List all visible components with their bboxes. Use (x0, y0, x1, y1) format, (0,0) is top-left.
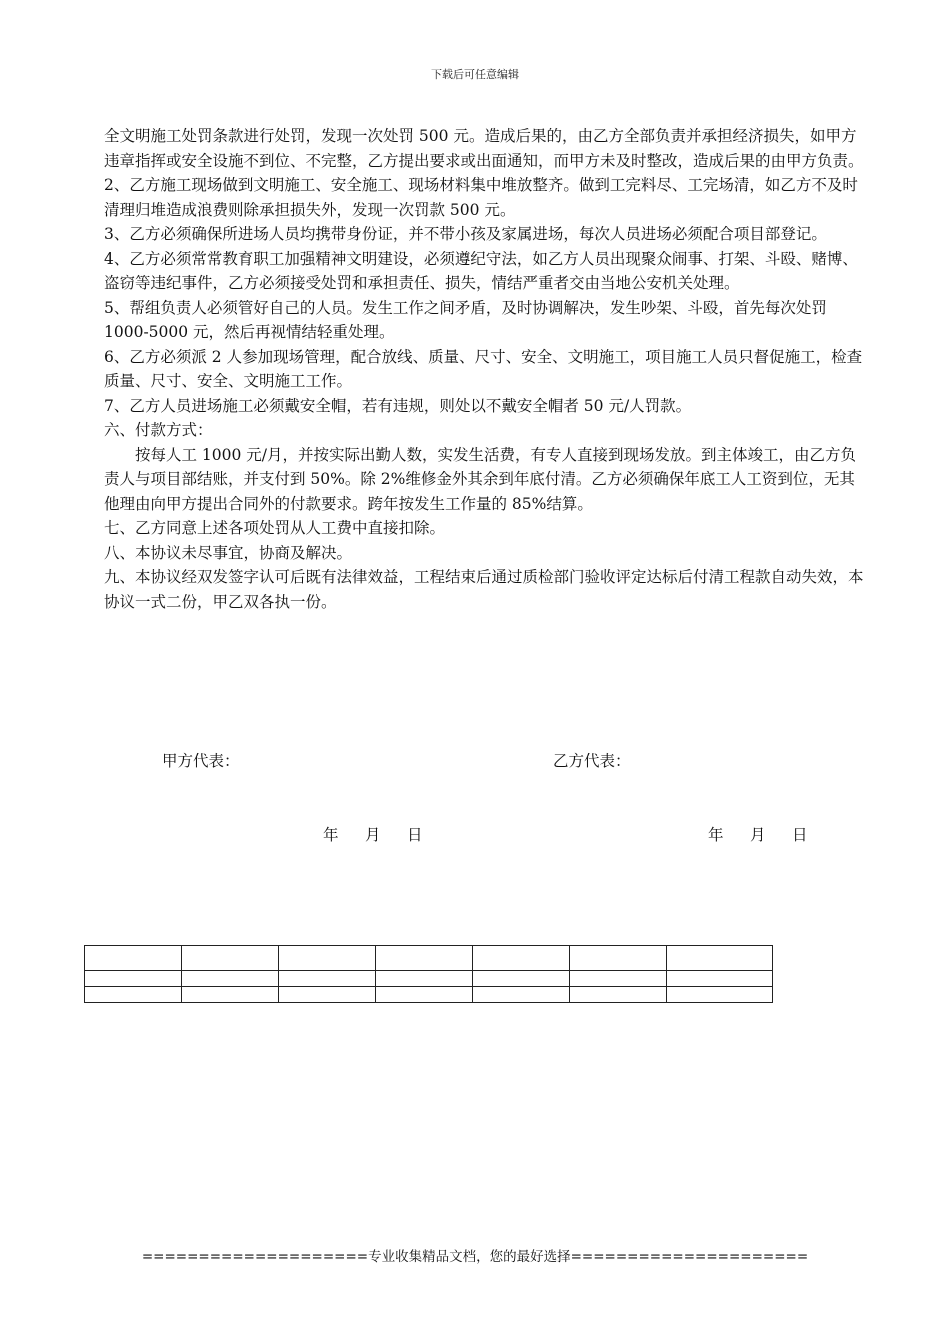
table-cell (182, 971, 279, 987)
table-cell (279, 987, 376, 1003)
table-cell (85, 946, 182, 971)
table-cell (376, 987, 473, 1003)
paragraph: 5、帮组负责人必须管好自己的人员。发生工作之间矛盾，及时协调解决，发生吵架、斗殴，首先每次处罚 1000-5000 元，然后再视情结轻重处理。 (104, 298, 827, 341)
date-day-label: 日 (792, 826, 808, 844)
table-cell (85, 971, 182, 987)
paragraph: 4、乙方必须常常教育职工加强精神文明建设，必须遵纪守法，如乙方人员出现聚众闹事、打架、斗殴、赌博、盗窃等违纪事件，乙方必须接受处罚和承担责任、损失，情结严重者交由当地公安机关处理。 (104, 249, 858, 292)
section-heading: 六、付款方式： (104, 421, 213, 439)
table-cell (279, 946, 376, 971)
table-cell (473, 971, 570, 987)
table-cell (376, 946, 473, 971)
table-cell (376, 971, 473, 987)
paragraph: 7、乙方人员进场施工必须戴安全帽，若有违规，则处以不戴安全帽者 50 元/人罚款。 (104, 396, 692, 415)
table-cell (182, 946, 279, 971)
table-cell (667, 946, 773, 971)
date-month-label: 月 (750, 826, 766, 844)
page-header-note: 下载后可任意编辑 (431, 68, 519, 81)
paragraph: 3、乙方必须确保所进场人员均携带身份证，并不带小孩及家属进场，每次人员进场必须配合项目部登记。 (104, 225, 827, 243)
table-cell (667, 971, 773, 987)
paragraph: 2、乙方施工现场做到文明施工、安全施工、现场材料集中堆放整齐。做到工完料尽、工完场清，如乙方不及时清理归堆造成浪费则除承担损失外，发现一次罚款 500 元。 (104, 176, 858, 219)
empty-table (84, 945, 773, 1003)
table-cell (570, 987, 667, 1003)
party-b-signature-label: 乙方代表： (553, 752, 631, 770)
paragraph: 七、乙方同意上述各项处罚从人工费中直接扣除。 (104, 519, 446, 537)
date-day-label: 日 (407, 826, 423, 844)
page-footer: ====================专业收集精品文档，您的最好选择===================== (141, 1249, 809, 1265)
table-cell (473, 987, 570, 1003)
table-cell (279, 971, 376, 987)
paragraph: 九、本协议经双发签字认可后既有法律效益，工程结束后通过质检部门验收评定达标后付清工程款自动失效，本协议一式二份，甲乙双各执一份。 (104, 568, 864, 611)
contract-body (104, 124, 864, 614)
date-year-label: 年 (708, 826, 724, 844)
table-cell (182, 987, 279, 1003)
party-b-date (708, 823, 834, 845)
paragraph: 全文明施工处罚条款进行处罚，发现一次处罚 500 元。造成后果的，由乙方全部负责并承担经济损失，如甲方违章指挥或安全设施不到位、不完整，乙方提出要求或出面通知，而甲方未及时整改，造成后果的由甲方负责。 (104, 127, 864, 170)
paragraph: 6、乙方必须派 2 人参加现场管理，配合放线、质量、尺寸、安全、文明施工，项目施工人员只督促施工，检查质量、尺寸、安全、文明施工工作。 (104, 347, 863, 390)
table-row (85, 946, 773, 971)
party-a-date (323, 823, 449, 845)
table-row (85, 987, 773, 1003)
table-cell (473, 946, 570, 971)
paragraph: 八、本协议未尽事宜，协商及解决。 (104, 543, 353, 562)
table-cell (570, 971, 667, 987)
table-cell (85, 987, 182, 1003)
table-cell (570, 946, 667, 971)
date-year-label: 年 (323, 826, 339, 844)
date-month-label: 月 (365, 826, 381, 844)
table-cell (667, 987, 773, 1003)
paragraph: 按每人工 1000 元/月，并按实际出勤人数，实发生活费，有专人直接到现场发放。到主体竣工，由乙方负责人与项目部结账，并支付到 50%。除 2%维修金外其余到年底付清。乙方必须确保年底工人工资到位，无其他理由向甲方提出合同外的付款要求。跨年按发生工作量的 85%结算。 (104, 445, 857, 513)
party-a-signature-label: 甲方代表： (162, 752, 240, 770)
table-row (85, 971, 773, 987)
